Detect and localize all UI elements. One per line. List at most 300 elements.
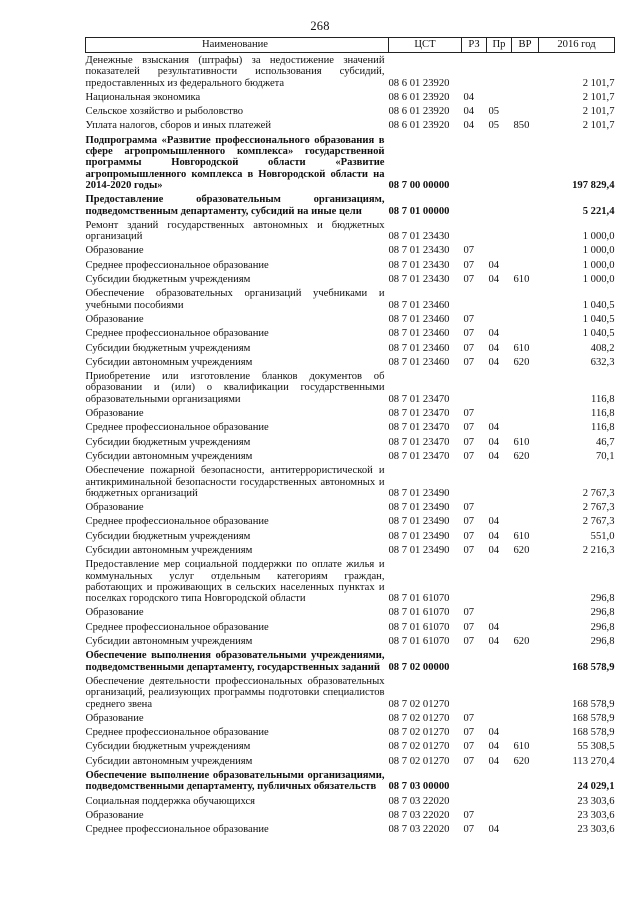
row-cst: 08 7 01 61070 — [388, 636, 450, 648]
row-cst: 08 7 03 00000 — [388, 781, 450, 793]
row-name-text: Образование — [85, 245, 144, 257]
row-pr: 04 — [488, 356, 500, 368]
header-year: 2016 год — [539, 38, 615, 53]
row-vr — [512, 420, 539, 434]
row-cst: 08 7 00 00000 — [388, 179, 450, 191]
row-name — [86, 768, 389, 794]
row-name-text: Субсидии автономным учреждениям — [85, 356, 253, 368]
table-row — [86, 341, 615, 355]
table-row — [86, 514, 615, 528]
row-cst: 08 7 01 23430 — [388, 245, 450, 257]
row-name-text: Обеспечение выполнения образовательными учреждениями, подведомственными департаменту, государственных заданий — [85, 650, 385, 673]
table-row — [86, 218, 615, 244]
row-cst: 08 7 01 61070 — [388, 607, 450, 619]
row-name — [86, 406, 389, 420]
row-rz: 07 — [463, 342, 475, 354]
row-pr — [487, 218, 512, 244]
row-vr — [512, 90, 539, 104]
row-vr: 850 — [513, 120, 530, 132]
row-name-text: Субсидии автономным учреждениям — [85, 755, 253, 767]
row-name-text: Субсидии автономным учреждениям — [85, 544, 253, 556]
row-vr — [512, 620, 539, 634]
row-value: 116,8 — [591, 422, 615, 434]
row-rz: 07 — [463, 621, 475, 633]
row-vr: 620 — [513, 755, 530, 767]
row-value: 632,3 — [590, 356, 615, 368]
row-rz: 07 — [463, 727, 475, 739]
row-cst: 08 7 01 00000 — [388, 205, 450, 217]
row-value: 551,0 — [590, 530, 615, 542]
row-rz: 07 — [463, 450, 475, 462]
row-rz — [462, 794, 487, 808]
row-name — [86, 243, 389, 257]
row-cst: 08 7 02 01270 — [388, 712, 450, 724]
row-value: 296,8 — [590, 621, 615, 633]
row-cst: 08 7 01 23470 — [388, 450, 450, 462]
row-cst: 08 7 01 23460 — [388, 342, 450, 354]
row-cst: 08 7 03 22020 — [388, 809, 450, 821]
row-name — [86, 620, 389, 634]
row-cst: 08 7 02 01270 — [388, 727, 450, 739]
row-vr: 610 — [513, 274, 530, 286]
row-name — [86, 104, 389, 118]
row-cst: 08 7 02 00000 — [388, 661, 450, 673]
row-name-text: Субсидии автономным учреждениям — [85, 450, 253, 462]
row-vr: 620 — [513, 544, 530, 556]
row-rz: 07 — [463, 436, 475, 448]
row-rz: 07 — [463, 530, 475, 542]
row-cst: 08 6 01 23920 — [388, 77, 450, 89]
row-cst: 08 7 01 23430 — [388, 259, 450, 271]
row-rz: 07 — [463, 516, 475, 528]
table-row — [86, 369, 615, 406]
row-value: 46,7 — [595, 436, 615, 448]
row-rz — [462, 369, 487, 406]
row-vr — [512, 104, 539, 118]
row-value: 24 029,1 — [577, 781, 615, 793]
row-vr — [512, 557, 539, 605]
row-value: 168 578,9 — [572, 712, 615, 724]
row-cst: 08 7 01 23470 — [388, 436, 450, 448]
table-row — [86, 674, 615, 711]
row-value: 1 040,5 — [582, 313, 615, 325]
row-rz: 07 — [463, 328, 475, 340]
row-pr: 04 — [488, 342, 500, 354]
row-name-text: Денежные взыскания (штрафы) за недостижение значений показателей результативности использования субсидий, предоставленных из федерального бюджета — [85, 55, 385, 89]
row-name-text: Субсидии бюджетным учреждениям — [85, 741, 251, 753]
row-cst: 08 7 01 23460 — [388, 328, 450, 340]
row-value: 2 767,3 — [582, 502, 615, 514]
row-pr: 04 — [488, 824, 500, 836]
row-name-text: Среднее профессиональное образование — [85, 727, 269, 739]
row-rz: 07 — [463, 422, 475, 434]
row-vr — [512, 768, 539, 794]
row-name — [86, 192, 389, 218]
table-row — [86, 355, 615, 369]
row-name — [86, 634, 389, 648]
row-pr: 04 — [488, 530, 500, 542]
row-cst: 08 7 01 61070 — [388, 621, 450, 633]
row-name-text: Социальная поддержка обучающихся — [85, 795, 256, 807]
row-name-text: Образование — [85, 712, 144, 724]
row-vr — [512, 500, 539, 514]
row-value: 168 578,9 — [572, 727, 615, 739]
row-name — [86, 355, 389, 369]
row-name-text: Ремонт зданий государственных автономных и бюджетных организаций — [85, 219, 385, 243]
row-rz — [462, 557, 487, 605]
row-name — [86, 449, 389, 463]
row-rz — [462, 648, 487, 674]
row-rz — [462, 768, 487, 794]
row-vr — [512, 369, 539, 406]
row-vr — [512, 674, 539, 711]
row-name — [86, 514, 389, 528]
row-value: 2 101,7 — [582, 120, 615, 132]
table-row — [86, 605, 615, 619]
row-value: 23 303,6 — [577, 809, 615, 821]
row-name-text: Сельское хозяйство и рыболовство — [85, 106, 244, 118]
row-rz: 07 — [463, 712, 475, 724]
row-name — [86, 341, 389, 355]
row-cst: 08 7 01 23470 — [388, 393, 450, 405]
row-pr — [487, 243, 512, 257]
table-row — [86, 406, 615, 420]
row-name — [86, 500, 389, 514]
row-vr: 610 — [513, 342, 530, 354]
row-name — [86, 808, 389, 822]
row-rz: 04 — [463, 106, 475, 118]
row-vr: 620 — [513, 636, 530, 648]
row-cst: 08 7 02 01270 — [388, 755, 450, 767]
row-name — [86, 605, 389, 619]
row-cst: 08 7 03 22020 — [388, 824, 450, 836]
header-rz: РЗ — [462, 38, 487, 53]
row-vr — [512, 218, 539, 244]
row-name-text: Обеспечение выполнение образовательными организациями, подведомственными департаменту, публичных обязательств — [85, 770, 385, 793]
row-name — [86, 463, 389, 500]
row-vr: 610 — [513, 530, 530, 542]
row-name-text: Национальная экономика — [85, 91, 201, 103]
row-name — [86, 543, 389, 557]
row-cst: 08 7 01 23460 — [388, 356, 450, 368]
row-value: 168 578,9 — [572, 661, 615, 673]
row-value: 168 578,9 — [572, 698, 615, 710]
table-row — [86, 286, 615, 312]
row-pr: 04 — [488, 755, 500, 767]
table-row — [86, 543, 615, 557]
row-rz: 04 — [463, 91, 475, 103]
row-rz: 07 — [463, 809, 475, 821]
row-rz: 07 — [463, 313, 475, 325]
row-pr — [487, 808, 512, 822]
table-body — [86, 53, 615, 837]
budget-table — [85, 37, 615, 837]
row-vr — [512, 312, 539, 326]
row-name-text: Среднее профессиональное образование — [85, 259, 269, 271]
row-vr: 620 — [513, 356, 530, 368]
row-name — [86, 529, 389, 543]
row-name-text: Приобретение или изготовление бланков документов об образовании и (или) о квалификации государственными образовательными организациями — [85, 371, 385, 405]
row-value: 1 000,0 — [582, 274, 615, 286]
row-value: 113 270,4 — [572, 755, 615, 767]
row-name — [86, 420, 389, 434]
row-pr — [487, 463, 512, 500]
row-pr — [487, 53, 512, 90]
row-pr — [487, 648, 512, 674]
row-cst: 08 7 01 61070 — [388, 593, 450, 605]
row-name — [86, 218, 389, 244]
row-pr: 04 — [488, 328, 500, 340]
table-row — [86, 463, 615, 500]
row-name-text: Субсидии бюджетным учреждениям — [85, 274, 251, 286]
row-name-text: Среднее профессиональное образование — [85, 824, 269, 836]
row-vr — [512, 808, 539, 822]
row-vr — [512, 326, 539, 340]
row-cst: 08 7 01 23490 — [388, 544, 450, 556]
page-number: 268 — [310, 19, 330, 33]
row-name-text: Уплата налогов, сборов и иных платежей — [85, 120, 272, 132]
row-vr — [512, 605, 539, 619]
row-pr — [487, 500, 512, 514]
row-vr — [512, 711, 539, 725]
row-name-text: Среднее профессиональное образование — [85, 328, 269, 340]
row-pr: 04 — [488, 450, 500, 462]
header-name: Наименование — [86, 38, 389, 53]
row-value: 2 216,3 — [582, 544, 615, 556]
row-rz — [462, 53, 487, 90]
row-name — [86, 53, 389, 90]
row-name-text: Образование — [85, 502, 144, 514]
row-pr — [487, 674, 512, 711]
row-vr — [512, 794, 539, 808]
row-pr — [487, 794, 512, 808]
row-rz: 07 — [463, 755, 475, 767]
table-row — [86, 272, 615, 286]
row-cst: 08 7 02 01270 — [388, 698, 450, 710]
row-rz — [462, 463, 487, 500]
row-value: 2 101,7 — [582, 91, 615, 103]
header-vr: ВР — [512, 38, 539, 53]
row-name — [86, 725, 389, 739]
row-pr: 04 — [488, 274, 500, 286]
table-header-row — [86, 38, 615, 53]
row-cst: 08 6 01 23920 — [388, 91, 450, 103]
row-rz: 07 — [463, 607, 475, 619]
row-name — [86, 435, 389, 449]
row-value: 70,1 — [595, 450, 615, 462]
row-vr — [512, 258, 539, 272]
row-cst: 08 7 01 23430 — [388, 231, 450, 243]
row-pr — [487, 312, 512, 326]
row-rz: 07 — [463, 636, 475, 648]
row-name — [86, 739, 389, 753]
row-vr — [512, 286, 539, 312]
row-name — [86, 754, 389, 768]
table-row — [86, 435, 615, 449]
row-pr: 04 — [488, 516, 500, 528]
row-name-text: Среднее профессиональное образование — [85, 516, 269, 528]
row-name-text: Образование — [85, 313, 144, 325]
row-name — [86, 557, 389, 605]
row-value: 2 767,3 — [582, 487, 615, 499]
row-name — [86, 272, 389, 286]
row-value: 408,2 — [590, 342, 615, 354]
table-row — [86, 133, 615, 192]
row-name-text: Подпрограмма «Развитие профессионального образования в сфере агропромышленного комплекса» государственной программы Новгородской области «Развитие агропромышленного комплекса в Новгородской области на 2014-2020 годы» — [85, 134, 385, 191]
row-name — [86, 133, 389, 192]
row-pr: 04 — [488, 621, 500, 633]
row-cst: 08 7 01 23430 — [388, 274, 450, 286]
row-value: 23 303,6 — [577, 795, 615, 807]
row-pr: 04 — [488, 727, 500, 739]
row-name — [86, 369, 389, 406]
row-pr — [487, 605, 512, 619]
row-vr — [512, 648, 539, 674]
row-rz: 04 — [463, 120, 475, 132]
table-row — [86, 754, 615, 768]
row-value: 5 221,4 — [582, 205, 615, 217]
row-cst: 08 7 01 23490 — [388, 530, 450, 542]
table-row — [86, 326, 615, 340]
row-rz — [462, 192, 487, 218]
table-row — [86, 794, 615, 808]
row-rz: 07 — [463, 274, 475, 286]
row-pr: 04 — [488, 636, 500, 648]
row-value: 116,8 — [591, 393, 615, 405]
row-pr — [487, 711, 512, 725]
row-name-text: Образование — [85, 408, 144, 420]
row-name-text: Предоставление мер социальной поддержки по оплате жилья и коммунальных услуг отдельным категориям граждан, работающих и проживающих в сельских населенных пунктах и поселках городского типа Новгородской области — [85, 559, 385, 605]
table-row — [86, 118, 615, 132]
row-name — [86, 648, 389, 674]
row-rz — [462, 218, 487, 244]
row-name-text: Субсидии автономным учреждениям — [85, 636, 253, 648]
row-rz — [462, 674, 487, 711]
table-row — [86, 312, 615, 326]
table-row — [86, 90, 615, 104]
row-pr — [487, 90, 512, 104]
row-value: 296,8 — [590, 593, 615, 605]
table-row — [86, 768, 615, 794]
row-name — [86, 794, 389, 808]
row-name-text: Образование — [85, 607, 144, 619]
table-row — [86, 620, 615, 634]
row-name-text: Предоставление образовательным организациям, подведомственным департаменту, субсидий на иные цели — [85, 194, 385, 217]
row-value: 296,8 — [590, 607, 615, 619]
row-pr — [487, 557, 512, 605]
row-cst: 08 7 03 22020 — [388, 795, 450, 807]
row-rz — [462, 286, 487, 312]
row-vr — [512, 725, 539, 739]
row-name-text: Среднее профессиональное образование — [85, 422, 269, 434]
row-value: 55 308,5 — [577, 741, 615, 753]
row-value: 1 040,5 — [582, 328, 615, 340]
table-row — [86, 529, 615, 543]
row-name-text: Обеспечение пожарной безопасности, антитеррористической и антикриминальной безопасности государственных автономных и бюджетных организаций — [85, 465, 385, 499]
header-cst: ЦСТ — [389, 38, 462, 53]
row-name — [86, 674, 389, 711]
row-cst: 08 7 01 23470 — [388, 408, 450, 420]
row-rz: 07 — [463, 741, 475, 753]
row-rz: 07 — [463, 824, 475, 836]
row-vr — [512, 406, 539, 420]
row-name — [86, 326, 389, 340]
row-cst: 08 7 02 01270 — [388, 741, 450, 753]
row-rz: 07 — [463, 356, 475, 368]
row-pr — [487, 768, 512, 794]
row-name — [86, 286, 389, 312]
row-name-text: Образование — [85, 809, 144, 821]
row-value: 1 000,0 — [582, 259, 615, 271]
row-name-text: Обеспечение образовательных организаций учебниками и учебными пособиями — [85, 288, 385, 311]
row-pr — [487, 369, 512, 406]
table-row — [86, 104, 615, 118]
row-value: 197 829,4 — [572, 179, 615, 191]
table-row — [86, 648, 615, 674]
table-row — [86, 192, 615, 218]
row-name — [86, 118, 389, 132]
row-pr — [487, 286, 512, 312]
row-vr — [512, 53, 539, 90]
row-vr — [512, 243, 539, 257]
row-pr: 04 — [488, 422, 500, 434]
row-pr — [487, 133, 512, 192]
row-vr — [512, 514, 539, 528]
row-vr: 610 — [513, 741, 530, 753]
table-row — [86, 634, 615, 648]
row-vr — [512, 192, 539, 218]
table-row — [86, 420, 615, 434]
table-row — [86, 449, 615, 463]
row-value: 116,8 — [591, 408, 615, 420]
table-row — [86, 243, 615, 257]
table-row — [86, 711, 615, 725]
table-row — [86, 53, 615, 90]
row-value: 1 000,0 — [582, 231, 615, 243]
row-vr: 620 — [513, 450, 530, 462]
row-cst: 08 7 01 23490 — [388, 502, 450, 514]
row-pr: 04 — [488, 436, 500, 448]
row-cst: 08 7 01 23460 — [388, 313, 450, 325]
row-cst: 08 7 01 23490 — [388, 487, 450, 499]
row-value: 2 101,7 — [582, 106, 615, 118]
row-pr: 04 — [488, 259, 500, 271]
row-vr — [512, 133, 539, 192]
row-name-text: Субсидии бюджетным учреждениям — [85, 342, 251, 354]
table-row — [86, 500, 615, 514]
row-name — [86, 90, 389, 104]
row-name-text: Обеспечение деятельности профессиональных образовательных организаций, реализующих программы подготовки специалистов среднего звена — [85, 675, 385, 710]
table-row — [86, 557, 615, 605]
row-pr — [487, 192, 512, 218]
row-rz — [462, 133, 487, 192]
row-cst: 08 7 01 23460 — [388, 299, 450, 311]
row-value: 2 101,7 — [582, 77, 615, 89]
row-name-text: Субсидии бюджетным учреждениям — [85, 530, 251, 542]
header-pr: Пр — [487, 38, 512, 53]
row-rz: 07 — [463, 245, 475, 257]
row-pr: 05 — [488, 120, 500, 132]
row-vr: 610 — [513, 436, 530, 448]
row-rz: 07 — [463, 408, 475, 420]
table-row — [86, 739, 615, 753]
row-cst: 08 7 01 23490 — [388, 516, 450, 528]
row-value: 1 000,0 — [582, 245, 615, 257]
row-name — [86, 312, 389, 326]
row-vr — [512, 822, 539, 836]
row-cst: 08 7 01 23470 — [388, 422, 450, 434]
row-value: 2 767,3 — [582, 516, 615, 528]
